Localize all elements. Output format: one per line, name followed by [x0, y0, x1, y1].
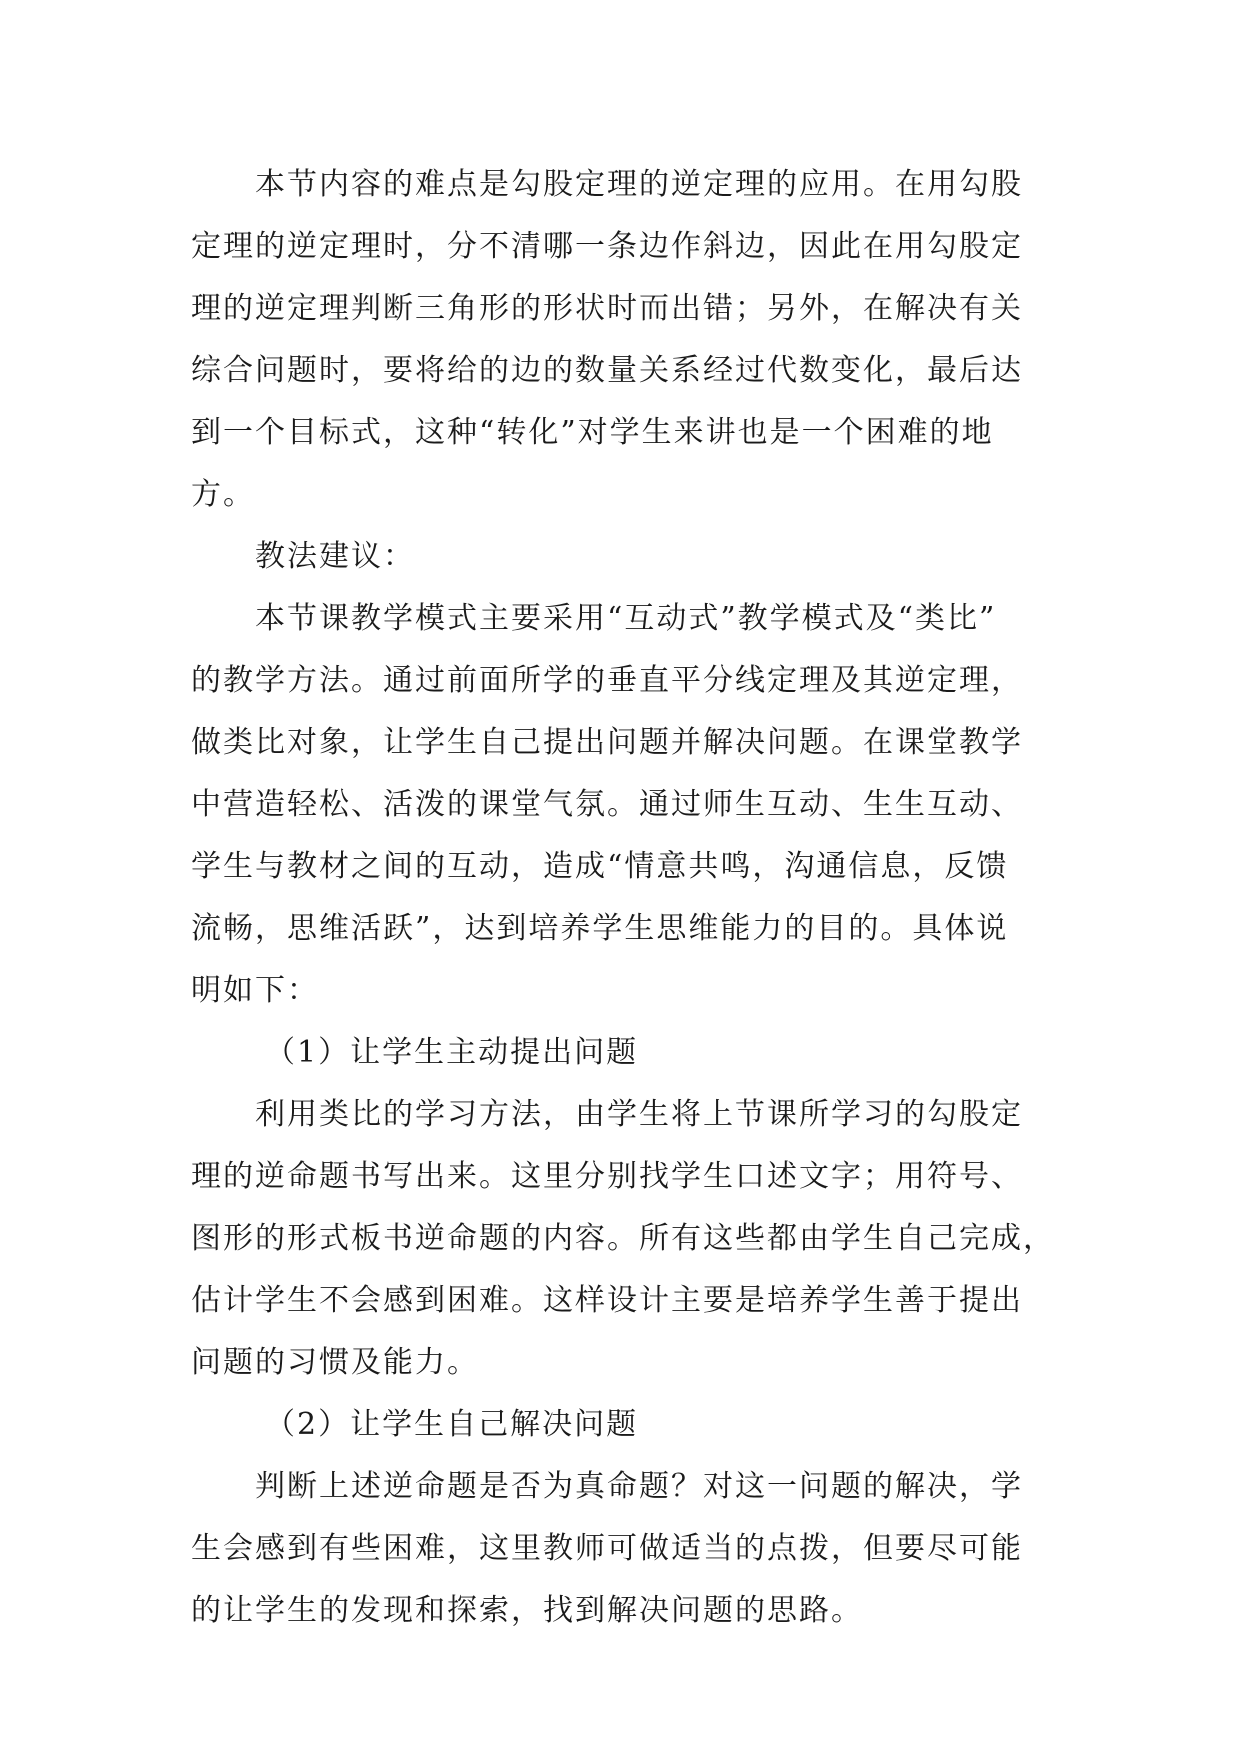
subheading-1	[191, 1022, 1052, 1084]
text-line: 估计学生不会感到困难。这样设计主要是培养学生善于提出	[191, 1283, 1023, 1318]
text-line: 到一个目标式，这种“转化”对学生来讲也是一个困难的地	[191, 415, 994, 450]
text-line: 利用类比的学习方法，由学生将上节课所学习的勾股定	[255, 1097, 1023, 1132]
text-line: 本节课教学模式主要采用“互动式”教学模式及“类比”	[255, 601, 997, 636]
paragraph-raise-questions	[191, 1084, 1055, 1394]
text-line: 学生与教材之间的互动，造成“情意共鸣，沟通信息，反馈	[191, 849, 1009, 884]
text-line: 做类比对象，让学生自己提出问题并解决问题。在课堂教学	[191, 725, 1023, 760]
text-line: 流畅，思维活跃”，达到培养学生思维能力的目的。具体说	[191, 911, 1009, 946]
paragraph-teaching-mode	[191, 588, 1052, 1022]
text-line: 的让学生的发现和探索，找到解决问题的思路。	[191, 1593, 863, 1628]
text-line: 中营造轻松、活泼的课堂气氛。通过师生互动、生生互动、	[191, 787, 1023, 822]
subheading-2	[191, 1394, 1052, 1456]
text-line: 理的逆定理判断三角形的形状时而出错；另外，在解决有关	[191, 291, 1023, 326]
heading-text: 教法建议：	[255, 539, 415, 574]
document-page	[191, 154, 1055, 1642]
section-heading	[191, 526, 1052, 588]
paragraph-difficulty	[191, 154, 1052, 526]
text-line: 本节内容的难点是勾股定理的逆定理的应用。在用勾股	[255, 167, 1023, 202]
subheading-text: （1）让学生主动提出问题	[265, 1035, 639, 1070]
text-line: 的教学方法。通过前面所学的垂直平分线定理及其逆定理，	[191, 663, 1023, 698]
text-line: 图形的形式板书逆命题的内容。所有这些都由学生自己完成，	[191, 1221, 1055, 1256]
subheading-text: （2）让学生自己解决问题	[265, 1407, 639, 1442]
text-line: 定理的逆定理时，分不清哪一条边作斜边，因此在用勾股定	[191, 229, 1023, 264]
text-line: 判断上述逆命题是否为真命题？对这一问题的解决，学	[255, 1469, 1023, 1504]
text-line: 理的逆命题书写出来。这里分别找学生口述文字；用符号、	[191, 1159, 1023, 1194]
text-line: 方。	[191, 477, 255, 512]
paragraph-solve-problems	[191, 1456, 1052, 1642]
text-line: 综合问题时，要将给的边的数量关系经过代数变化，最后达	[191, 353, 1023, 388]
text-line: 问题的习惯及能力。	[191, 1345, 479, 1380]
text-line: 生会感到有些困难，这里教师可做适当的点拨，但要尽可能	[191, 1531, 1023, 1566]
text-line: 明如下：	[191, 973, 319, 1008]
